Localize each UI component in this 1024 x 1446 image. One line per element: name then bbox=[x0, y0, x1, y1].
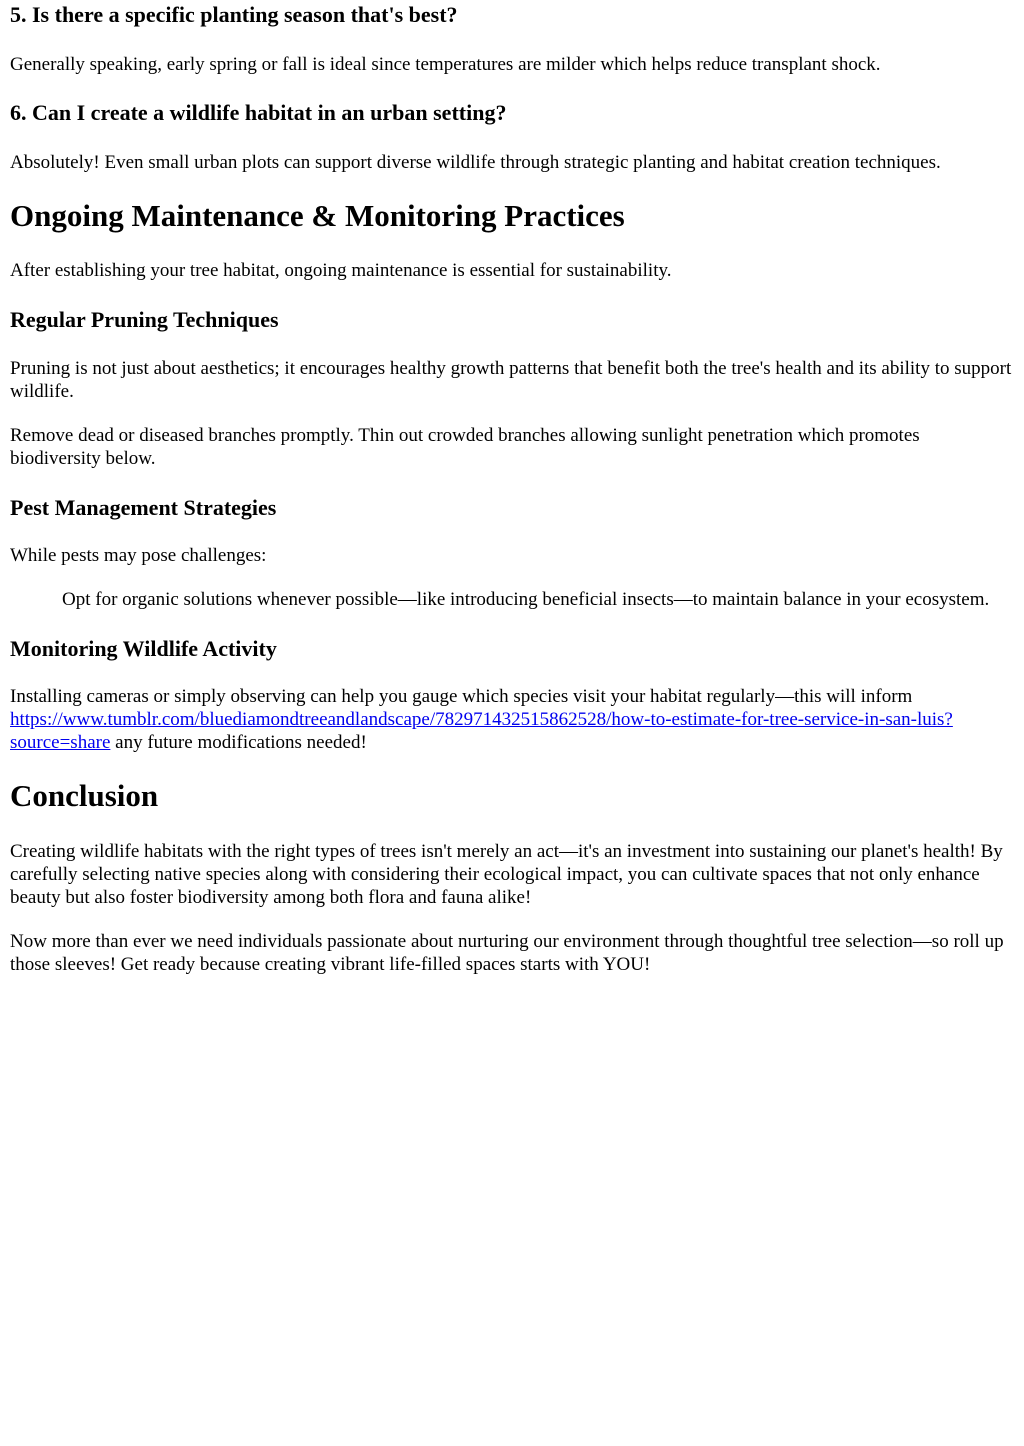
conclusion-paragraph-2: Now more than ever we need individuals passionate about nurturing our environment through thoughtful tree selection—so roll up those sleeves! Get ready because creating vibrant life-filled spaces starts with YOU! bbox=[10, 930, 1004, 975]
faq-answer-6: Absolutely! Even small urban plots can support diverse wildlife through strategic planting and habitat creation techniques. bbox=[10, 151, 941, 173]
monitoring-text-before: Installing cameras or simply observing can help you gauge which species visit your habitat regularly—this will inform bbox=[10, 686, 913, 708]
conclusion-heading: Conclusion bbox=[10, 778, 159, 814]
tumblr-link[interactable]: https://www.tumblr.com/bluediamondtreeandlandscape/782971432515862528/how-to-estimate-for-tree-service-in-san-luis?source=share bbox=[10, 709, 953, 754]
pruning-heading: Regular Pruning Techniques bbox=[10, 307, 279, 333]
conclusion-paragraph-1: Creating wildlife habitats with the right types of trees isn't merely an act—it's an investment into sustaining our planet's health! By carefully selecting native species along with considering their ecological impact, you can cultivate spaces that not only enhance beauty but also foster biodiversity among both flora and fauna alike! bbox=[10, 840, 1003, 908]
monitoring-text-after: any future modifications needed! bbox=[110, 732, 367, 754]
faq-question-6: 6. Can I create a wildlife habitat in an urban setting? bbox=[10, 100, 507, 126]
pruning-paragraph-2: Remove dead or diseased branches promptly. Thin out crowded branches allowing sunlight penetration which promotes biodiversity below. bbox=[10, 424, 920, 469]
faq-question-5: 5. Is there a specific planting season that's best? bbox=[10, 2, 458, 27]
pest-heading: Pest Management Strategies bbox=[10, 494, 277, 520]
monitoring-paragraph bbox=[10, 685, 1014, 754]
maintenance-heading: Ongoing Maintenance & Monitoring Practices bbox=[10, 197, 625, 233]
maintenance-intro: After establishing your tree habitat, ongoing maintenance is essential for sustainability. bbox=[10, 260, 672, 282]
pest-intro: While pests may pose challenges: bbox=[10, 544, 267, 566]
pruning-paragraph-1: Pruning is not just about aesthetics; it encourages healthy growth patterns that benefit both the tree's health and its ability to support wildlife. bbox=[10, 357, 1012, 402]
faq-answer-5: Generally speaking, early spring or fall is ideal since temperatures are milder which helps reduce transplant shock. bbox=[10, 54, 881, 76]
list-item: Opt for organic solutions whenever possible—like introducing beneficial insects—to maintain balance in your ecosystem. bbox=[62, 588, 990, 610]
monitoring-heading: Monitoring Wildlife Activity bbox=[10, 635, 277, 661]
pest-list bbox=[10, 588, 1014, 611]
